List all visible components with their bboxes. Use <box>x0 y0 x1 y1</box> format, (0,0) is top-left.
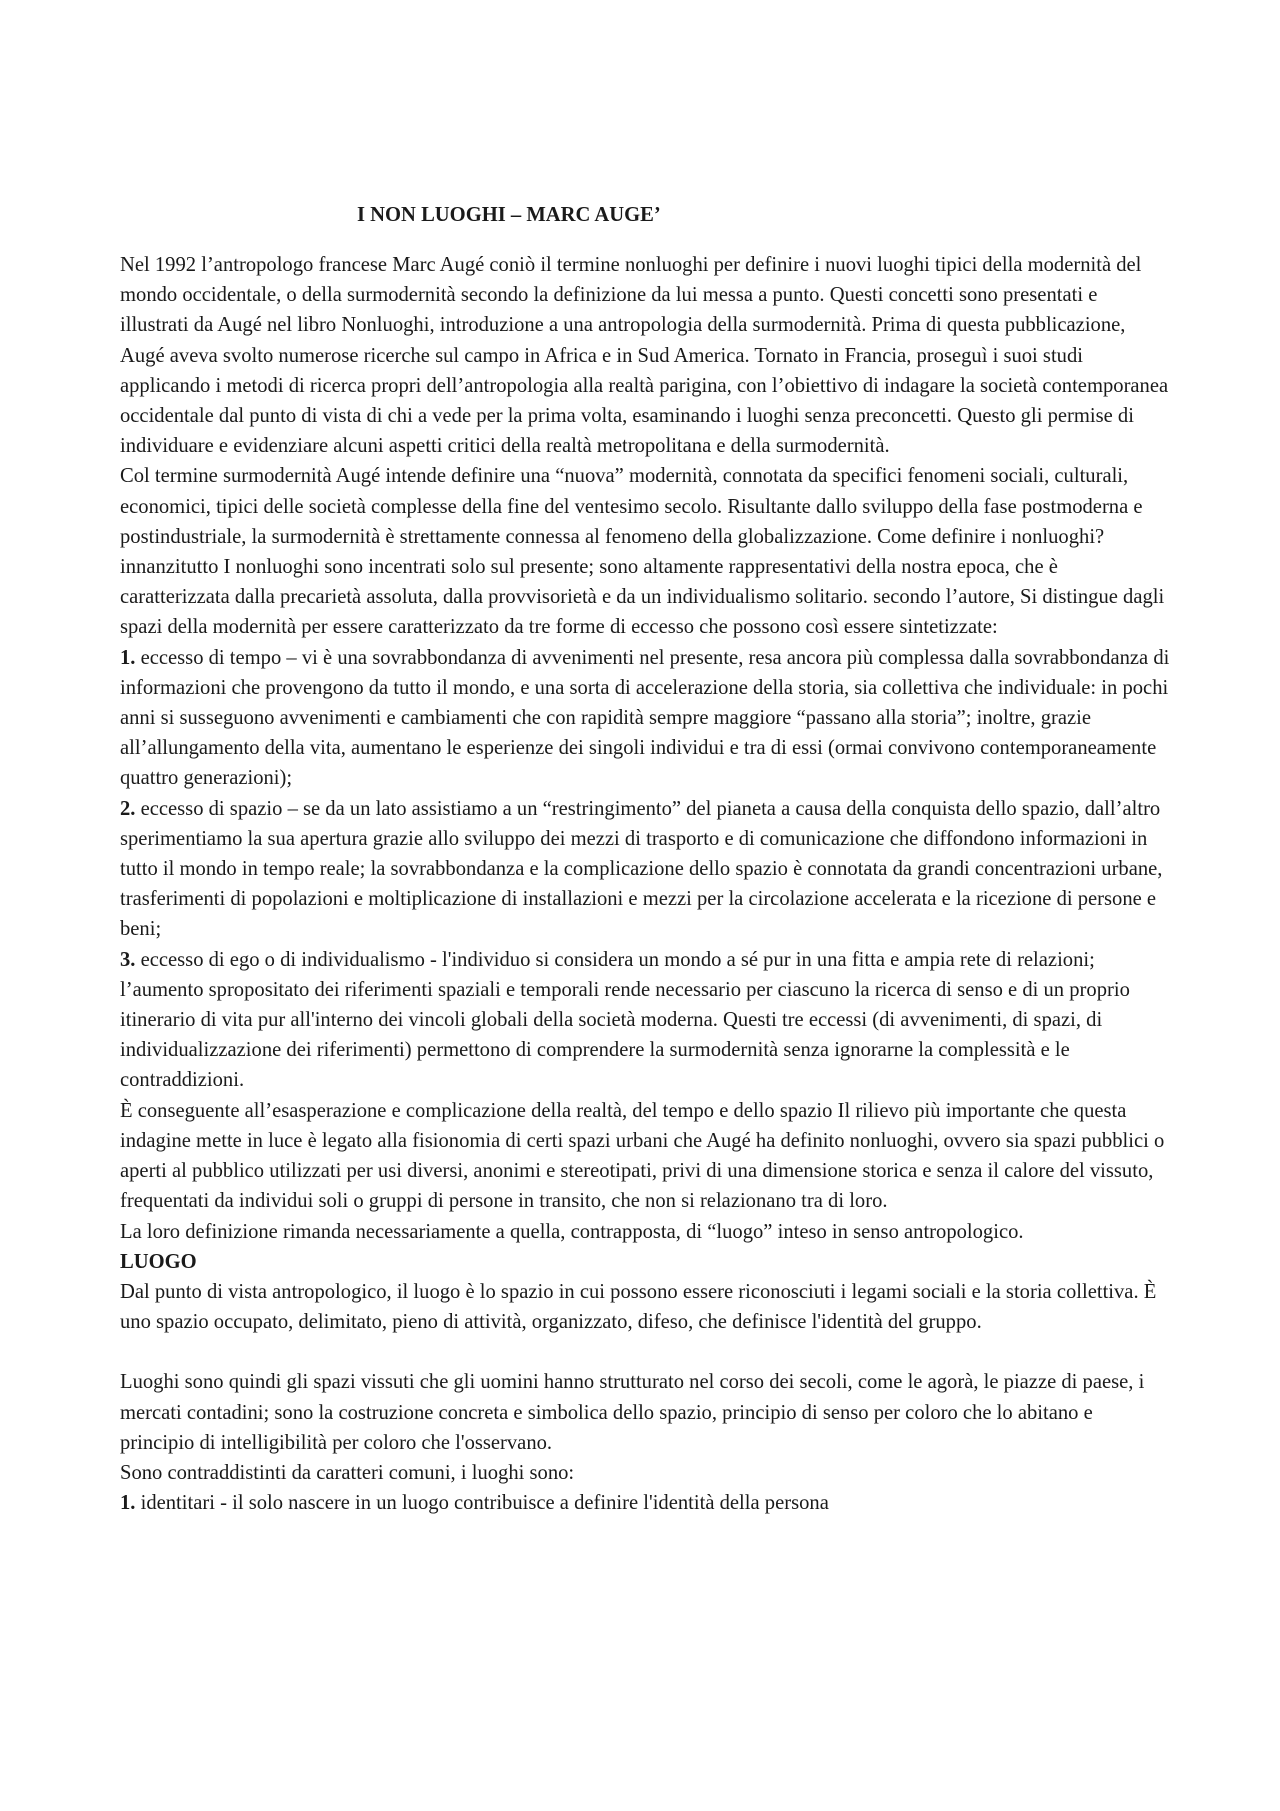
excess-item-1 <box>120 643 1170 794</box>
list-number: 3. <box>120 948 136 971</box>
surmodernity-paragraph: Col termine surmodernità Augé intende definire una “nuova” modernità, connotata da specifici fenomeni sociali, culturali, economici, tipici delle società complesse della fine del ventesimo secolo. Risultante dallo sviluppo della fase postmoderna e postindustriale, la surmodernità è strettamente connessa al fenomeno della globalizzazione. Come definire i nonluoghi? innanzitutto I nonluoghi sono incentrati solo sul presente; sono altamente rappresentativi della nostra epoca, che è caratterizzata dalla precarietà assoluta, dalla provvisorietà e da un individualismo solitario. secondo l’autore, Si distingue dagli spazi della modernità per essere caratterizzato da tre forme di eccesso che possono così essere sintetizzate: <box>120 465 1165 639</box>
nonluoghi-paragraph: È conseguente all’esasperazione e complicazione della realtà, del tempo e dello spazio Il rilievo più importante che questa indagine mette in luce è legato alla fisionomia di certi spazi urbani che Augé ha definito nonluoghi, ovvero sia spazi pubblici o aperti al pubblico utilizzati per usi diversi, anonimi e stereotipati, privi di una dimensione storica e senza il calore del vissuto, frequentati da individui soli o gruppi di persone in transito, che non si relazionano tra di loro. <box>120 1099 1165 1213</box>
excess-item-2 <box>120 794 1170 945</box>
list-item-text: eccesso di tempo – vi è una sovrabbondanza di avvenimenti nel presente, resa ancora più complessa dalla sovrabbondanza di informazioni che provengono da tutto il mondo, e una sorta di accelerazione della storia, sia collettiva che individuale: in pochi anni si susseguono avvenimenti e cambiamenti che con rapidità sempre maggiore “passano alla storia”; inoltre, grazie all’allungamento della vita, aumentano le esperienze dei singoli individui e tra di essi (ormai convivono contemporaneamente quattro generazioni); <box>120 646 1170 790</box>
paragraph-spacer <box>120 1337 1170 1367</box>
list-item-text: eccesso di ego o di individualismo - l'individuo si considera un mondo a sé pur in una fitta e ampia rete di relazioni; l’aumento spropositato dei riferimenti spaziali e temporali rende necessario per ciascuno la ricerca di senso e di un proprio itinerario di vita pur all'interno dei vincoli globali della società moderna. Questi tre eccessi (di avvenimenti, di spazi, di individualizzazione dei riferimenti) permettono di comprendere la surmodernità senza ignorarne la complessità e le contraddizioni. <box>120 948 1130 1092</box>
luogo-item-1 <box>120 1488 1170 1518</box>
excess-item-3 <box>120 945 1170 1096</box>
luogo-paragraph-3: Sono contraddistinti da caratteri comuni, i luoghi sono: <box>120 1461 575 1484</box>
luogo-paragraph-2: Luoghi sono quindi gli spazi vissuti che gli uomini hanno strutturato nel corso dei secoli, come le agorà, le piazze di paese, i mercati contadini; sono la costruzione concreta e simbolica dello spazio, principio di senso per coloro che lo abitano e principio di intelligibilità per coloro che l'osservano. <box>120 1371 1145 1454</box>
list-item-text: identitari - il solo nascere in un luogo contribuisce a definire l'identità della persona <box>135 1492 829 1515</box>
list-number: 1. <box>120 646 136 669</box>
document-title: I NON LUOGHI – MARC AUGE’ <box>357 204 661 226</box>
luogo-paragraph-1: Dal punto di vista antropologico, il luogo è lo spazio in cui possono essere riconosciuti i legami sociali e la storia collettiva. È uno spazio occupato, delimitato, pieno di attività, organizzato, difeso, che definisce l'identità del gruppo. <box>120 1280 1157 1334</box>
intro-paragraph: Nel 1992 l’antropologo francese Marc Augé coniò il termine nonluoghi per definire i nuovi luoghi tipici della modernità del mondo occidentale, o della surmodernità secondo la definizione da lui messa a punto. Questi concetti sono presentati e illustrati da Augé nel libro Nonluoghi, introduzione a una antropologia della surmodernità. Prima di questa pubblicazione, Augé aveva svolto numerose ricerche sul campo in Africa e in Sud America. Tornato in Francia, proseguì i suoi studi applicando i metodi di ricerca propri dell’antropologia alla realtà parigina, con l’obiettivo di indagare la società contemporanea occidentale dal punto di vista di chi a vede per la prima volta, esaminando i luoghi senza preconcetti. Questo gli permise di individuare e evidenziare alcuni aspetti critici della realtà metropolitana e della surmodernità. <box>120 254 1169 458</box>
list-item-text: eccesso di spazio – se da un lato assistiamo a un “restringimento” del pianeta a causa della conquista dello spazio, dall’altro sperimentiamo la sua apertura grazie allo sviluppo dei mezzi di trasporto e di comunicazione che diffondono informazioni in tutto il mondo in tempo reale; la sovrabbondanza e la complicazione dello spazio è connotata da grandi concentrazioni urbane, trasferimenti di popolazioni e moltiplicazione di installazioni e mezzi per la circolazione accelerata e la ricezione di persone e beni; <box>120 797 1163 941</box>
luogo-definition-paragraph: La loro definizione rimanda necessariamente a quella, contrapposta, di “luogo” inteso in senso antropologico. <box>120 1220 1024 1243</box>
section-heading-luogo: LUOGO <box>120 1250 197 1273</box>
list-number: 2. <box>120 797 136 820</box>
list-number: 1. <box>120 1492 136 1515</box>
document-page <box>120 200 1170 1518</box>
